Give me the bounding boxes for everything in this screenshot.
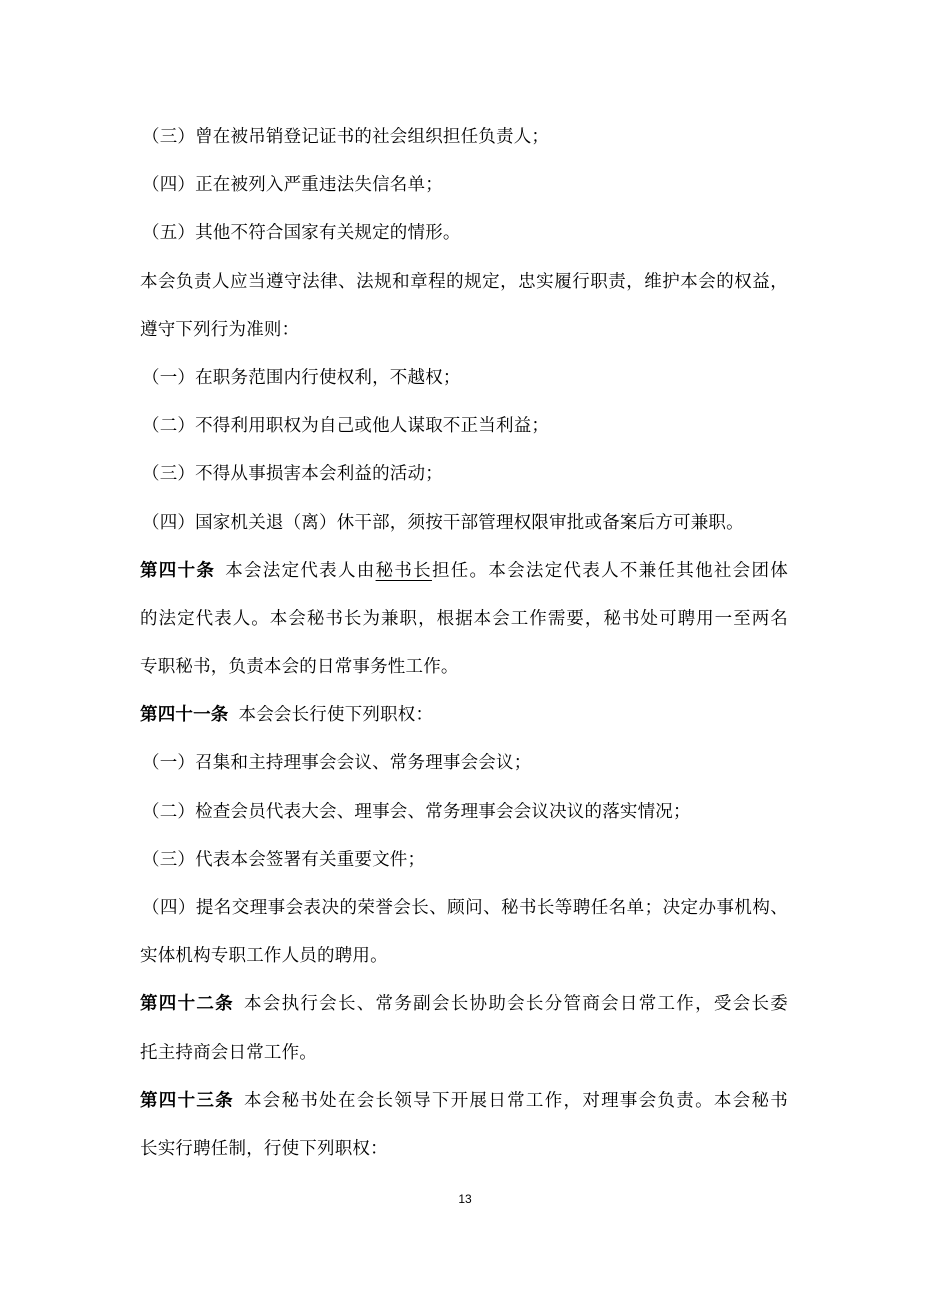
article-text: 本会法定代表人由 (225, 560, 376, 581)
list-item: （五）其他不符合国家有关规定的情形。 (142, 223, 461, 244)
article-40-line-3: 专职秘书，负责本会的日常事务性工作。 (140, 657, 459, 678)
page-number: 13 (458, 1192, 472, 1206)
article-heading: 第四十一条 (140, 705, 229, 726)
article-text: 本会秘书处在会长领导下开展日常工作，对理事会负责。本会秘书 (243, 1090, 788, 1111)
list-item: （一）在职务范围内行使权利，不越权； (142, 367, 461, 388)
article-42-line-2: 托主持商会日常工作。 (140, 1042, 317, 1063)
paragraph-line: 遵守下列行为准则： (140, 319, 300, 340)
article-text: 本会执行会长、常务副会长协助会长分管商会日常工作，受会长委 (243, 994, 788, 1015)
article-heading: 第四十条 (140, 560, 216, 581)
list-item: （一）召集和主持理事会会议、常务理事会会议； (142, 753, 532, 774)
list-item: （三）曾在被吊销登记证书的社会组织担任负责人； (142, 127, 550, 147)
article-41-line-1 (140, 691, 788, 739)
list-item: （四）提名交理事会表决的荣誉会长、顾问、秘书长等聘任名单；决定办事机构、 (142, 898, 788, 918)
article-text: 担任。本会法定代表人不兼任其他社会团体 (431, 560, 788, 581)
list-item: （二）不得利用职权为自己或他人谋取不正当利益； (142, 416, 550, 437)
article-42-line-1 (140, 980, 788, 1028)
article-43-line-2: 长实行聘任制，行使下列职权： (140, 1138, 388, 1159)
article-40-line-1 (140, 547, 788, 595)
list-item: （三）不得从事损害本会利益的活动； (142, 464, 443, 485)
paragraph-line: 本会负责人应当遵守法律、法规和章程的规定，忠实履行职责，维护本会的权益， (140, 271, 788, 292)
article-text: 本会会长行使下列职权： (238, 705, 434, 726)
article-43-line-1 (140, 1077, 788, 1125)
list-item-continuation: 实体机构专职工作人员的聘用。 (140, 946, 388, 967)
article-heading: 第四十二条 (140, 994, 234, 1015)
document-body (140, 113, 788, 1173)
list-item: （四）国家机关退（离）休干部，须按干部管理权限审批或备案后方可兼职。 (142, 512, 744, 533)
list-item: （四）正在被列入严重违法失信名单； (142, 175, 443, 196)
underlined-term: 秘书长 (375, 560, 432, 581)
article-40-line-2: 的法定代表人。本会秘书长为兼职，根据本会工作需要，秘书处可聘用一至两名 (140, 608, 788, 629)
list-item: （二）检查会员代表大会、理事会、常务理事会会议决议的落实情况； (142, 801, 691, 822)
article-heading: 第四十三条 (140, 1090, 234, 1111)
list-item: （三）代表本会签署有关重要文件； (142, 849, 426, 870)
